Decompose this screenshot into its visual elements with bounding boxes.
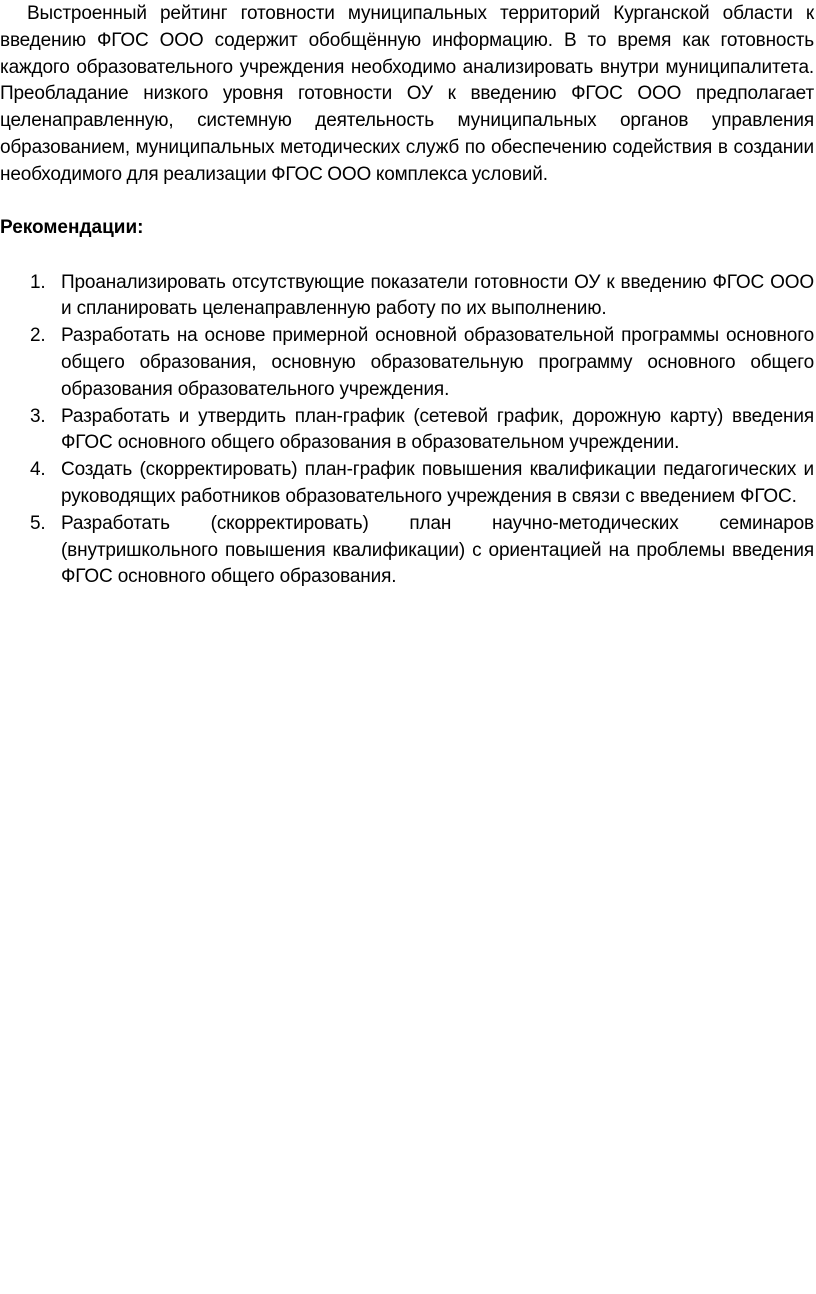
recommendation-number: 5. (30, 512, 46, 534)
recommendation-text: Разработать и утвердить план-график (сетевой график, дорожную карту) введения ФГОС основного общего образования в образовательном учреждении. (61, 405, 814, 454)
recommendation-text: Создать (скорректировать) план-график повышения квалификации педагогических и руководящих работников образовательного учреждения в связи с введением ФГОС. (61, 459, 814, 507)
recommendation-item (0, 404, 814, 458)
recommendation-number: 3. (30, 405, 46, 427)
recommendations-list (0, 270, 814, 592)
recommendation-item (0, 457, 814, 511)
recommendation-number: 4. (30, 459, 46, 481)
recommendation-number: 1. (30, 271, 46, 293)
recommendation-item (0, 511, 814, 591)
recommendation-number: 2. (30, 325, 46, 347)
recommendation-text: Разработать на основе примерной основной образовательной программы основного общего образования, основную образовательную программу основного общего образования образовательного учреждения. (61, 325, 814, 400)
intro-paragraph: Выстроенный рейтинг готовности муниципальных территорий Курганской области к введению ФГОС ООО содержит обобщённую информацию. В то время как готовность каждого образовательного учреждения необходимо анализировать внутри муниципалитета. Преобладание низкого уровня готовности ОУ к введению ФГОС ООО предполагает целенаправленную, системную деятельность муниципальных органов управления образованием, муниципальных методических служб по обеспечению содействия в создании необходимого для реализации ФГОС ООО комплекса условий. (0, 3, 814, 185)
recommendation-item (0, 270, 814, 324)
recommendation-item (0, 323, 814, 403)
recommendations-heading: Рекомендации: (0, 216, 144, 238)
recommendation-text: Разработать (скорректировать) план научно-методических семинаров (внутришкольного повышения квалификации) с ориентацией на проблемы введения ФГОС основного общего образования. (61, 512, 814, 588)
recommendation-text: Проанализировать отсутствующие показатели готовности ОУ к введению ФГОС ООО и спланировать целенаправленную работу по их выполнению. (61, 271, 814, 320)
